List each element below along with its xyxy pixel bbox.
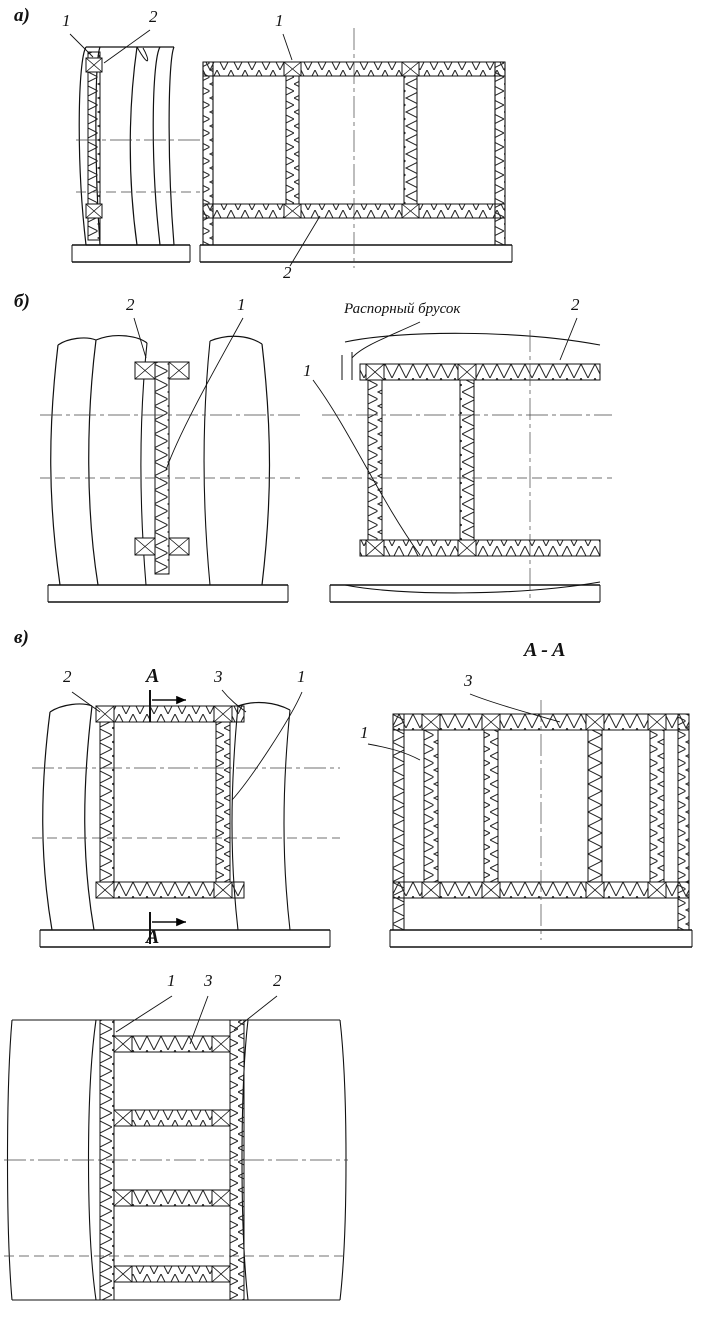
panel-v-section-aa	[390, 700, 692, 947]
note-raspornyy-brusok: Распорный брусок	[344, 301, 461, 317]
callout-v-5: 1	[360, 723, 369, 742]
callout-b-4: 2	[571, 295, 580, 314]
panel-a-end-view	[72, 47, 200, 262]
callout-plan-2: 2	[273, 971, 282, 990]
panel-v-left-view	[32, 690, 340, 947]
panel-b-label: б)	[14, 291, 30, 312]
panel-b-leaders	[134, 318, 577, 555]
callout-b-3: 1	[303, 361, 312, 380]
callout-a-4: 2	[283, 263, 292, 282]
callout-v-1: 2	[63, 667, 72, 686]
callout-a-1: 1	[62, 11, 71, 30]
section-mark-a-bottom: A	[146, 926, 160, 948]
callout-v-3: 1	[297, 667, 306, 686]
panel-b-end-view	[40, 336, 300, 602]
panel-a-label: а)	[14, 5, 30, 26]
callout-b-2: 1	[237, 295, 246, 314]
callout-v-4: 3	[464, 671, 473, 690]
section-mark-a-top: A	[146, 665, 160, 687]
callout-a-3: 1	[275, 11, 284, 30]
callout-v-2: 3	[214, 667, 223, 686]
callout-b-1: 2	[126, 295, 135, 314]
section-title-a-a: A - A	[524, 639, 566, 661]
callout-plan-3: 3	[204, 971, 213, 990]
panel-v-label: в)	[14, 627, 29, 648]
panel-plan-view	[4, 996, 348, 1300]
callout-a-2: 2	[149, 7, 158, 26]
callout-plan-1: 1	[167, 971, 176, 990]
panel-a-side-view	[200, 28, 512, 268]
